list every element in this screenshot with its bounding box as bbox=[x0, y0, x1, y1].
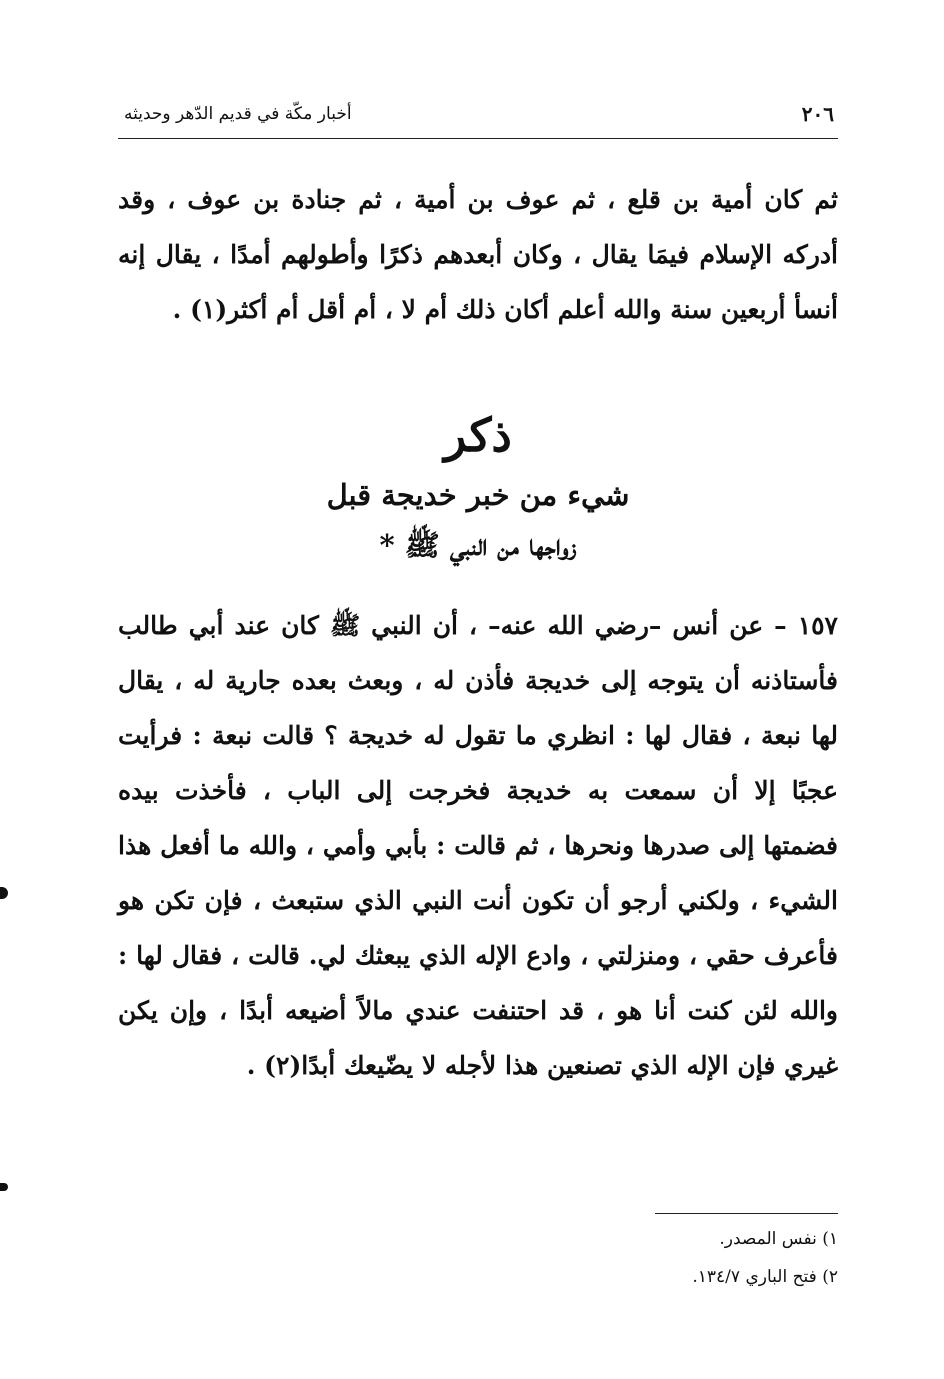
section-heading bbox=[118, 400, 838, 570]
heading-subtitle-line-1: شيء من خبر خديجة قبل bbox=[326, 478, 630, 512]
running-header bbox=[118, 98, 838, 139]
scan-edge-mark bbox=[0, 1183, 8, 1191]
paragraph-2: ١٥٧ – عن أنس –رضي الله عنه– ، أن النبي ﷺ كان عند أبي طالب فأستاذنه أن يتوجه إلى خديجة فأذن له ، وبعث بعده جارية له ، يقال لها نبعة ، فقال لها : انظري ما تقول له خديجة ؟ قالت نبعة : فرأيت عجبًا إلا أن سمعت به خديجة فخرجت إلى الباب ، فأخذت بيده فضمتها إلى صدرها ونحرها ، ثم قالت : بأبي وأمي ، والله ما أفعل هذا الشيء ، ولكني أرجو أن تكون أنت النبي الذي ستبعث ، فإن تكن هو فأعرف حقي ، ومنزلتي ، وادع الإله الذي يبعثك لي. قالت ، فقال لها : والله لئن كنت أنا هو ، قد احتنفت عندي مالاً أضيعه أبدًا ، وإن يكن غيري فإن الإله الذي تصنعين هذا لأجله لا يضّيعك أبدًا(٢) . bbox=[118, 611, 838, 1080]
paragraph-1: ثم كان أمية بن قلع ، ثم عوف بن أمية ، ثم جنادة بن عوف ، وقد أدركه الإسلام فيمَا يقال ، وكان أبعدهم ذكرًا وأطولهم أمدًا ، يقال إنه أنسأ أربعين سنة والله أعلم أكان ذلك أم لا ، أم أقل أم أكثر(١) . bbox=[118, 185, 838, 324]
footnotes bbox=[118, 1220, 838, 1296]
running-title: أخبار مكّة في قديم الدّهر وحديثه bbox=[124, 104, 352, 124]
heading-title: ذكر bbox=[444, 408, 512, 462]
footnote-1: ١) نفس المصدر. bbox=[719, 1229, 838, 1249]
footnote-2: ٢) فتح الباري ١٣٤/٧. bbox=[692, 1267, 838, 1287]
page-number: ٢٠٦ bbox=[801, 102, 834, 126]
heading-subtitle-line-2: زواجها من النبي ﷺ * bbox=[379, 528, 577, 562]
footnote-divider bbox=[655, 1213, 838, 1214]
